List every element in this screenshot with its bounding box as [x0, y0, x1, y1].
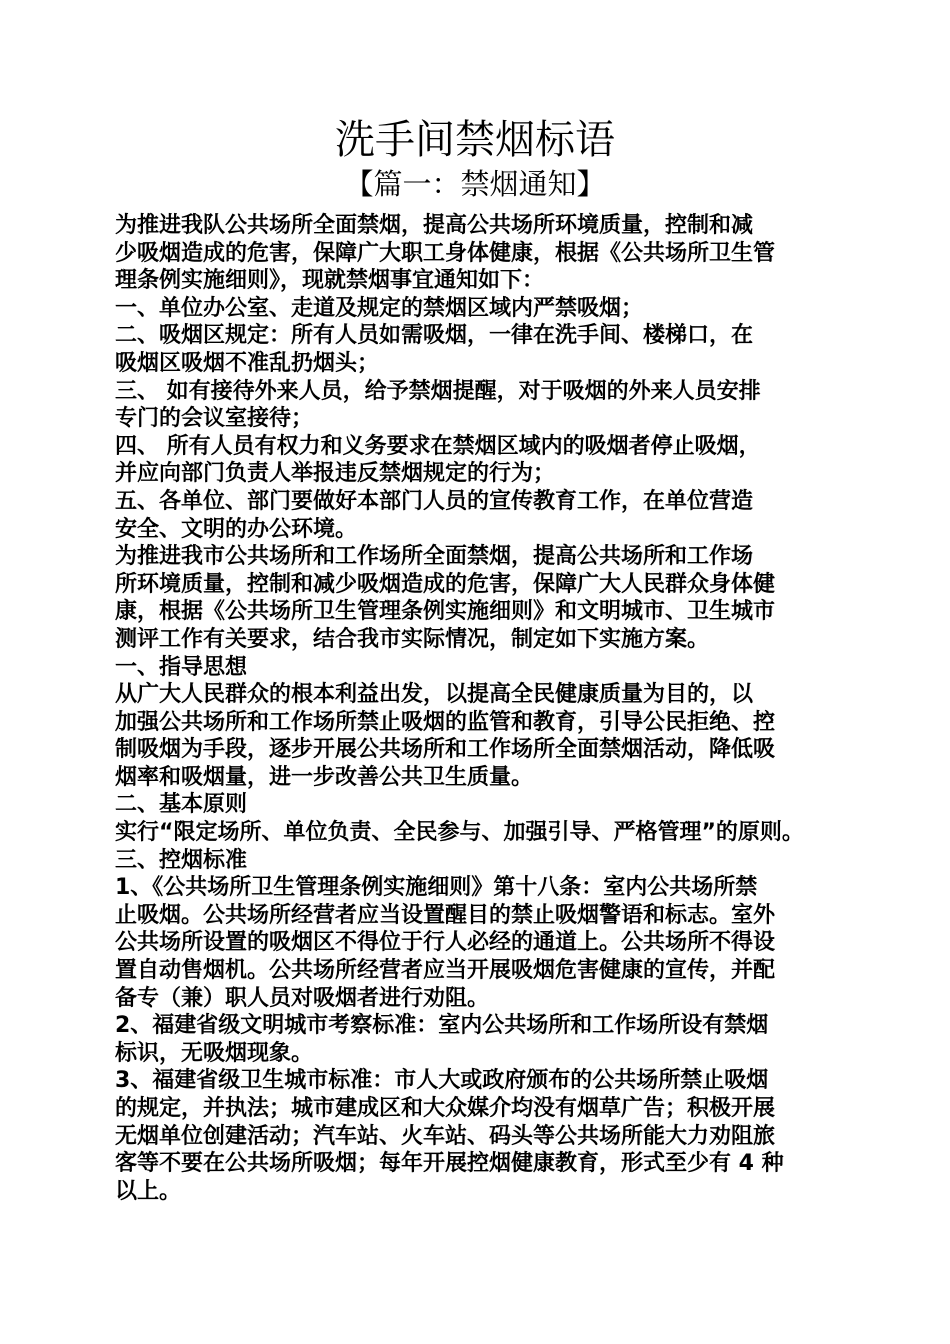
body-text-line: 1、《公共场所卫生管理条例实施细则》第十八条：室内公共场所禁 [115, 875, 758, 901]
body-text-line: 并应向部门负责人举报违反禁烟规定的行为； [115, 461, 556, 487]
body-text-line: 的规定，并执法；城市建成区和大众媒介均没有烟草广告；积极开展 [115, 1096, 776, 1121]
body-text-line: 测评工作有关要求，结合我市实际情况，制定如下实施方案。 [115, 626, 710, 652]
body-text-line: 2、福建省级文明城市考察标准：室内公共场所和工作场所设有禁烟 [115, 1013, 769, 1039]
document-subtitle: 【篇一：禁烟通知】 [344, 167, 606, 201]
body-text-line: 为推进我队公共场所全面禁烟，提高公共场所环境质量，控制和减 [115, 213, 754, 238]
body-text-line: 专门的会议室接待； [115, 406, 314, 432]
body-text-line: 加强公共场所和工作场所禁止吸烟的监管和教育，引导公民拒绝、控 [115, 709, 776, 735]
body-text-line: 二、基本原则 [115, 792, 248, 818]
body-text-line: 四、 所有人员有权力和义务要求在禁烟区域内的吸烟者停止吸烟， [115, 433, 761, 459]
body-text-line: 三、控烟标准 [115, 847, 248, 873]
body-text-line: 公共场所设置的吸烟区不得位于行人必经的通道上。公共场所不得设 [115, 930, 776, 956]
body-text-line: 二、吸烟区规定：所有人员如需吸烟，一律在洗手间、楼梯口，在 [115, 323, 754, 349]
body-text-line: 3、福建省级卫生城市标准：市人大或政府颁布的公共场所禁止吸烟 [115, 1068, 769, 1094]
body-text-line: 一、单位办公室、走道及规定的禁烟区域内严禁吸烟； [115, 295, 644, 321]
body-text-line: 康，根据《公共场所卫生管理条例实施细则》和文明城市、卫生城市 [115, 599, 776, 625]
body-text-line: 少吸烟造成的危害，保障广大职工身体健康，根据《公共场所卫生管 [115, 240, 776, 266]
body-text-line: 标识，无吸烟现象。 [115, 1040, 314, 1066]
body-text-line: 止吸烟。公共场所经营者应当设置醒目的禁止吸烟警语和标志。室外 [115, 902, 776, 928]
body-text-line: 理条例实施细则》，现就禁烟事宜通知如下： [115, 268, 545, 294]
body-text-line: 从广大人民群众的根本利益出发，以提高全民健康质量为目的，以 [115, 682, 754, 708]
body-text-line: 烟率和吸烟量，进一步改善公共卫生质量。 [115, 764, 534, 790]
body-text-line: 三、 如有接待外来人员，给予禁烟提醒，对于吸烟的外来人员安排 [115, 378, 761, 404]
document-title: 洗手间禁烟标语 [335, 117, 615, 163]
body-text-line: 备专（兼）职人员对吸烟者进行劝阻。 [115, 985, 490, 1011]
body-text-line: 制吸烟为手段，逐步开展公共场所和工作场所全面禁烟活动，降低吸 [115, 737, 776, 763]
body-text-line: 一、指导思想 [115, 654, 248, 680]
body-text-line: 以上。 [115, 1178, 182, 1204]
body-text-line: 五、各单位、部门要做好本部门人员的宣传教育工作，在单位营造 [115, 488, 754, 514]
body-text-line: 置自动售烟机。公共场所经营者应当开展吸烟危害健康的宣传，并配 [115, 958, 776, 984]
body-text-line: 安全、文明的办公环境。 [115, 516, 358, 542]
body-text-line: 实行“限定场所、单位负责、全民参与、加强引导、严格管理”的原则。 [115, 820, 804, 846]
document-body [115, 212, 850, 1205]
body-text-line: 所环境质量，控制和减少吸烟造成的危害，保障广大人民群众身体健 [115, 571, 776, 597]
body-text-line: 无烟单位创建活动；汽车站、火车站、码头等公共场所能大力劝阻旅 [115, 1123, 776, 1149]
body-text-line: 吸烟区吸烟不准乱扔烟头； [115, 350, 380, 376]
body-text-line: 为推进我市公共场所和工作场所全面禁烟，提高公共场所和工作场 [115, 544, 754, 570]
body-text-line: 客等不要在公共场所吸烟；每年开展控烟健康教育，形式至少有 4 种 [115, 1151, 784, 1177]
